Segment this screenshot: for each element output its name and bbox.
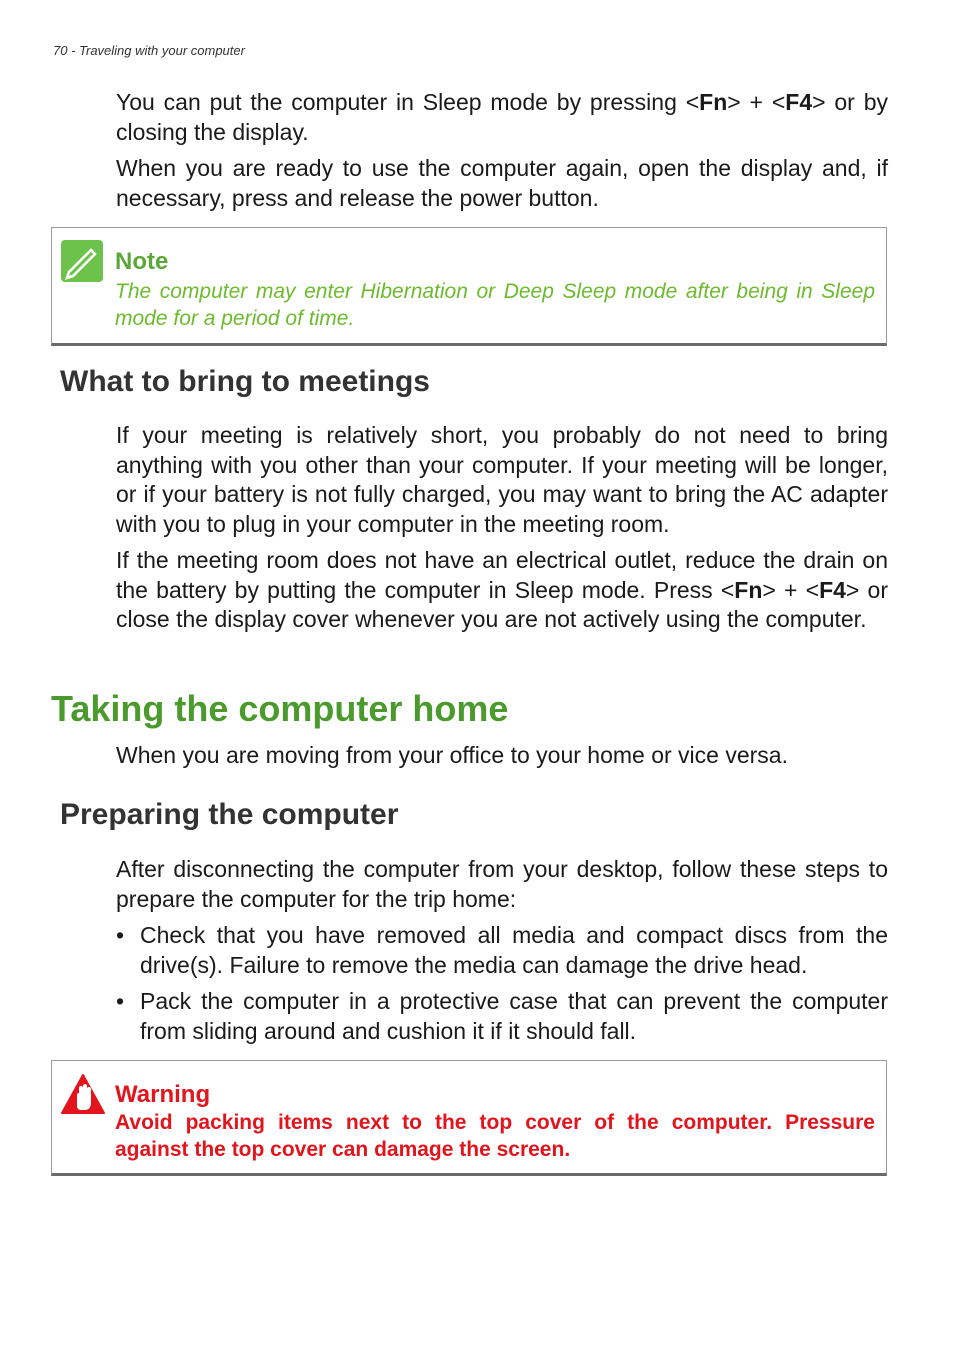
sleep-paragraph-1 <box>116 88 888 147</box>
heading-taking-home: Taking the computer home <box>51 688 509 729</box>
list-item-text: Pack the computer in a protective case that can prevent the computer from sliding around and cushion it if it should fall. <box>140 988 888 1044</box>
key-f4: F4 <box>819 576 846 603</box>
key-fn: Fn <box>734 576 763 603</box>
warning-box <box>51 1060 887 1176</box>
text-run: > + < <box>762 576 820 603</box>
list-item <box>116 987 888 1046</box>
bullet-marker: • <box>116 988 125 1014</box>
text-run: You can put the computer in Sleep mode by pressing < <box>116 89 700 115</box>
home-intro: When you are moving from your office to your home or vice versa. <box>116 742 788 768</box>
note-box <box>51 227 887 346</box>
meetings-paragraph-1: If your meeting is relatively short, you probably do not need to bring anything with you other than your computer. If your meeting will be longer, or if your battery is not fully charged, you may want to bring the AC adapter with you to plug in your computer in the meeting room. <box>116 422 888 537</box>
list-item-text: Check that you have removed all media and compact discs from the drive(s). Failure to remove the media can damage the drive head. <box>140 922 888 978</box>
pencil-note-icon <box>61 240 103 282</box>
warning-text: Avoid packing items next to the top cover of the computer. Pressure against the top cover can damage the screen. <box>115 1111 875 1161</box>
heading-meetings: What to bring to meetings <box>60 365 430 398</box>
text-run: > or by closing the display. <box>116 89 888 145</box>
text-run: > + < <box>727 89 786 115</box>
warning-title: Warning <box>115 1081 211 1108</box>
bullet-marker: • <box>116 922 125 948</box>
page-header: 70 - Traveling with your computer <box>53 43 245 58</box>
text-run: > or close the display cover whenever you are not actively using the computer. <box>116 576 888 632</box>
warning-hand-icon <box>60 1073 106 1115</box>
sleep-paragraph-2: When you are ready to use the computer again, open the display and, if necessary, press and release the power button. <box>116 155 888 211</box>
note-title: Note <box>115 248 169 275</box>
key-f4: F4 <box>785 89 813 115</box>
note-text: The computer may enter Hibernation or Deep Sleep mode after being in Sleep mode for a period of time. <box>115 280 875 330</box>
heading-preparing: Preparing the computer <box>60 798 399 831</box>
list-item <box>116 921 888 980</box>
preparing-intro: After disconnecting the computer from your desktop, follow these steps to prepare the computer for the trip home: <box>116 856 888 912</box>
text-run: If the meeting room does not have an electrical outlet, reduce the drain on the battery by putting the computer in Sleep mode. Press < <box>116 547 888 603</box>
key-fn: Fn <box>699 89 728 115</box>
meetings-paragraph-2 <box>116 546 888 635</box>
